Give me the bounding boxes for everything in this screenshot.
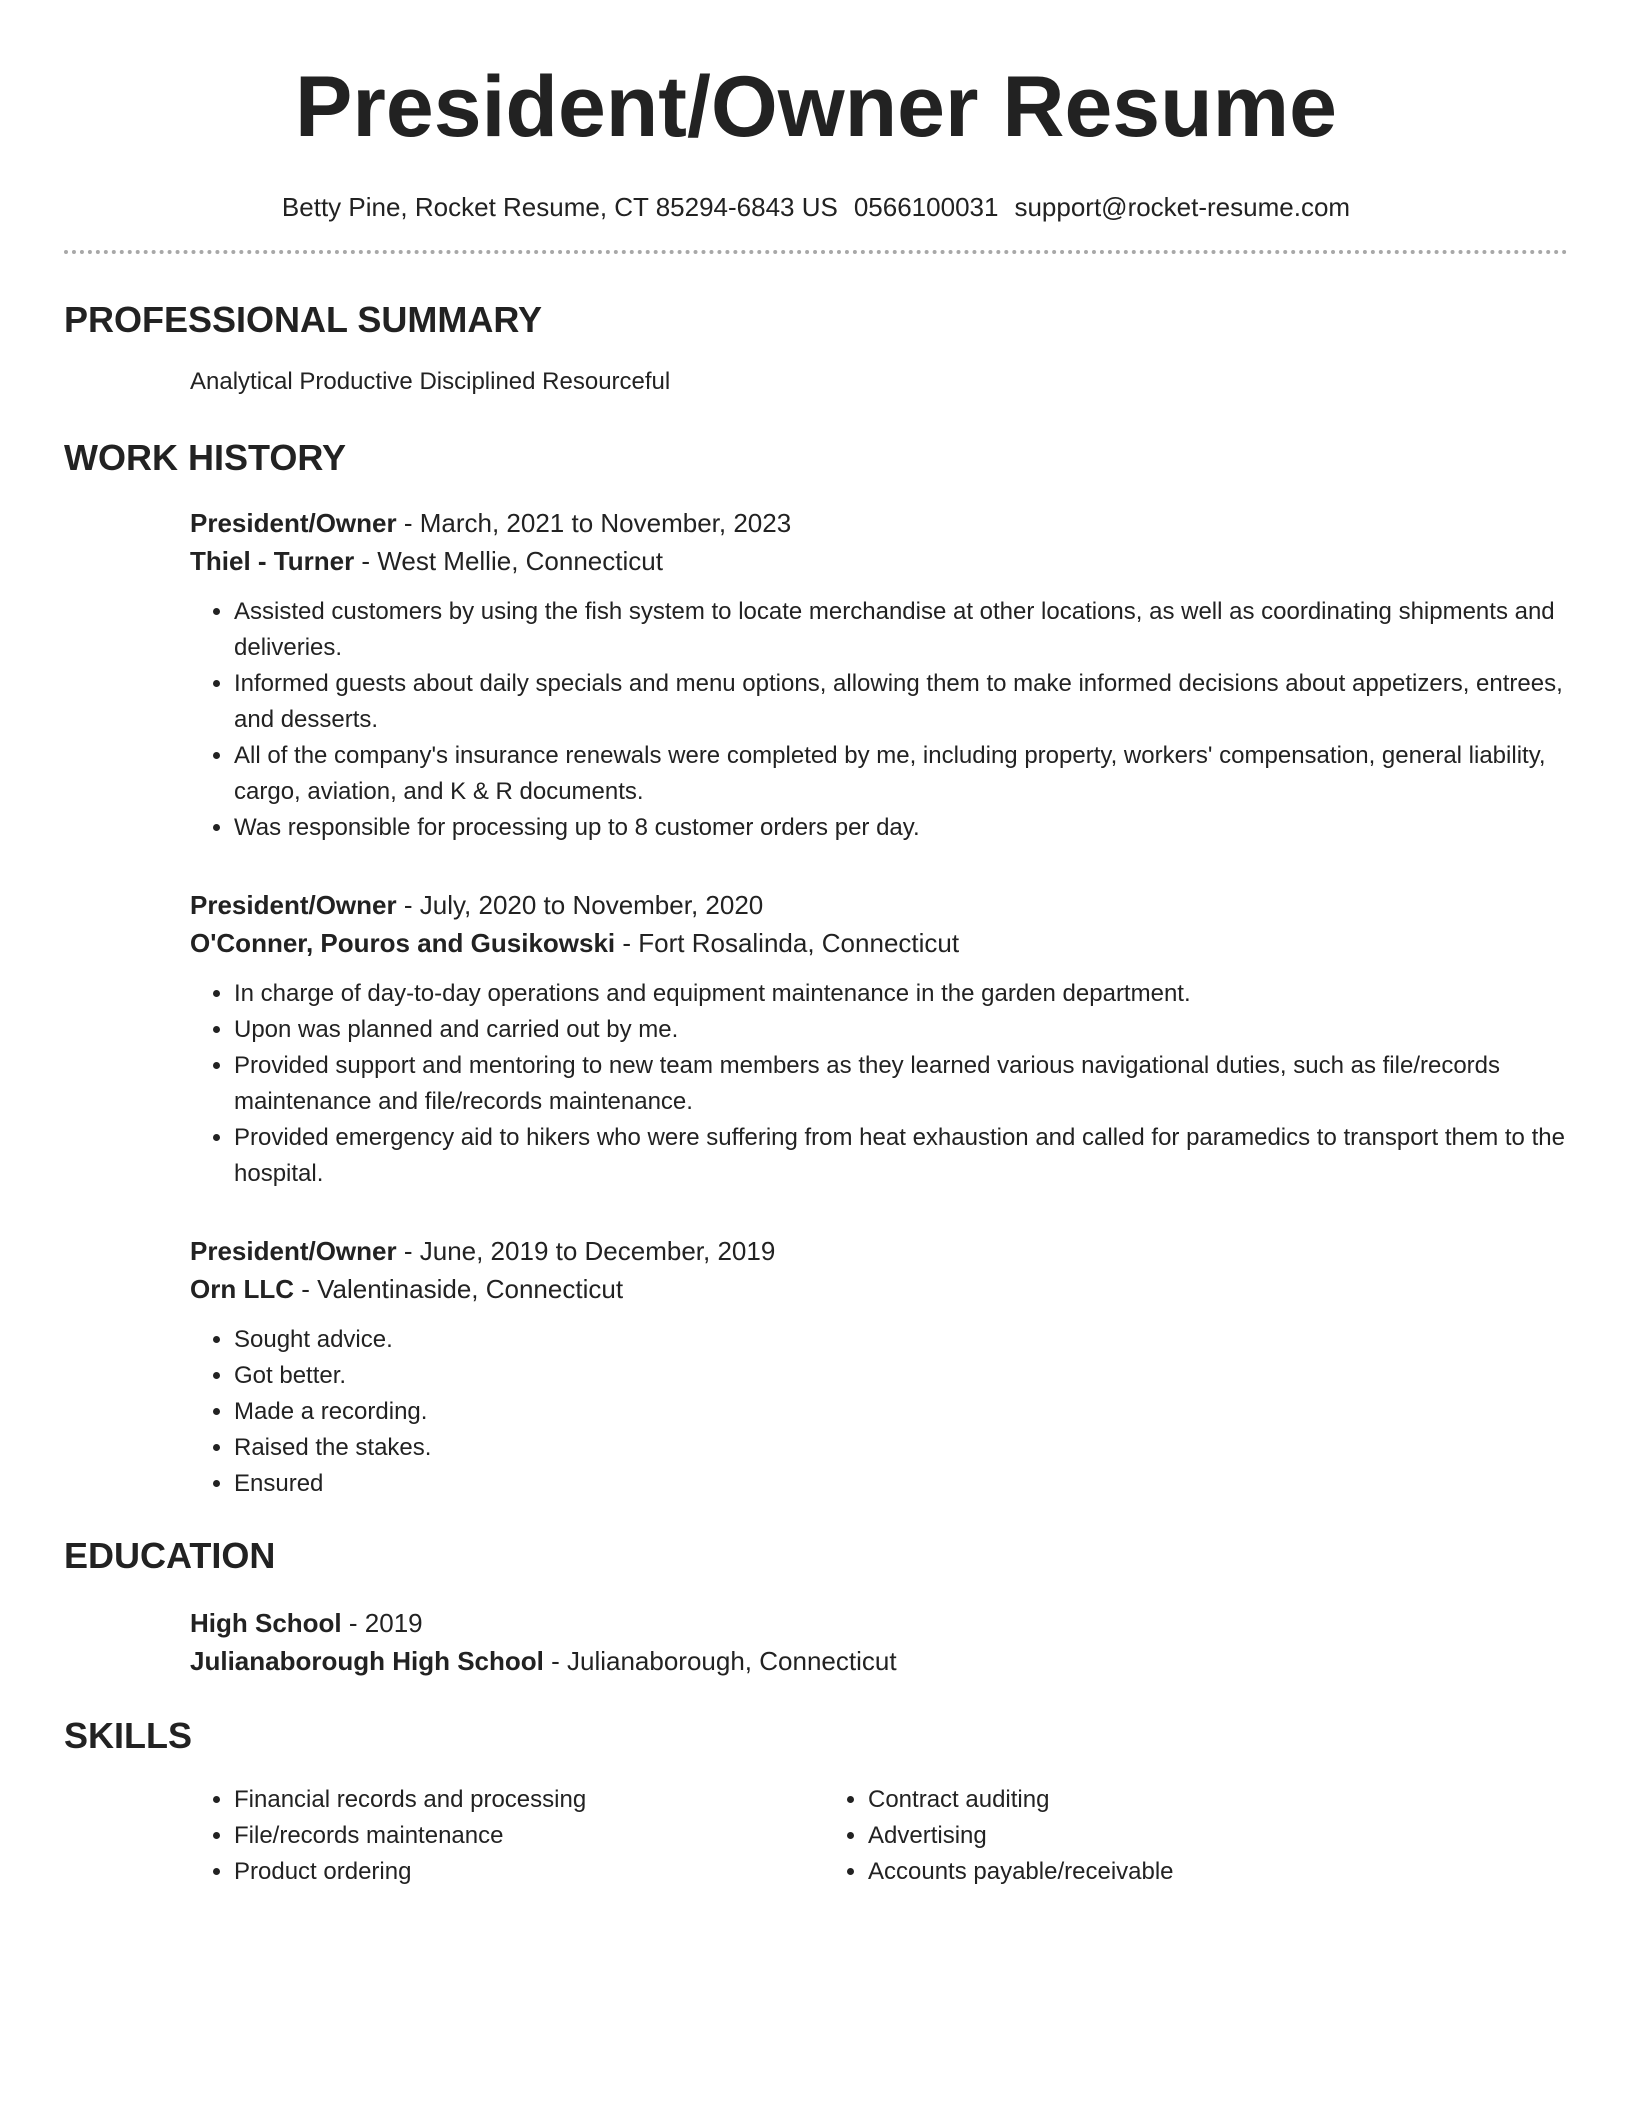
job-bullet: • Raised the stakes. [234,1430,1568,1466]
skill-item: • Contract auditing [868,1782,1458,1818]
job-bullet: • Sought advice. [234,1322,1568,1358]
job-entry [190,504,1568,846]
job-company: Orn LLC [190,1274,294,1304]
education-heading: EDUCATION [64,1535,276,1576]
job-company-line [190,542,1568,580]
job-bullet: • Informed guests about daily specials and menu options, allowing them to make informed decisions about appetizers, entrees, and desserts. [234,666,1568,738]
skills-column-left [190,1782,824,1890]
job-entry [190,1232,1568,1502]
contact-line [64,190,1568,224]
job-title: President/Owner [190,1236,397,1266]
skill-item: • Accounts payable/receivable [868,1854,1458,1890]
job-bullets [190,594,1568,846]
job-bullet: • Ensured [234,1466,1568,1502]
job-entry [190,886,1568,1192]
skill-item: • Financial records and processing [234,1782,824,1818]
education-school-line [190,1642,1568,1680]
skill-item: • File/records maintenance [234,1818,824,1854]
education-location: - Julianaborough, Connecticut [543,1646,897,1676]
contact-phone: 0566100031 [853,192,999,222]
job-bullet: • Got better. [234,1358,1568,1394]
job-bullet: • Upon was planned and carried out by me. [234,1012,1568,1048]
education-school: Julianaborough High School [190,1646,544,1676]
job-title: President/Owner [190,890,397,920]
job-location: - Valentinaside, Connecticut [294,1274,624,1304]
job-bullet: • Assisted customers by using the fish system to locate merchandise at other locations, as well as coordinating shipments and deliveries. [234,594,1568,666]
page-title: President/Owner Resume [295,59,1337,155]
contact-email: support@rocket-resume.com [1014,192,1351,222]
education-year: - 2019 [341,1608,423,1638]
job-bullet: • Provided support and mentoring to new team members as they learned various navigational duties, such as file/records maintenance and file/records maintenance. [234,1048,1568,1120]
education-degree-line [190,1604,1568,1642]
job-company-line [190,924,1568,962]
job-company: Thiel - Turner [190,546,355,576]
job-title: President/Owner [190,508,397,538]
work-history-heading: WORK HISTORY [64,437,347,478]
education-degree: High School [190,1608,342,1638]
education-entry [190,1604,1568,1680]
job-bullet: • Made a recording. [234,1394,1568,1430]
job-location: - West Mellie, Connecticut [354,546,663,576]
summary-text: Analytical Productive Disciplined Resourceful [190,368,671,395]
job-location: - Fort Rosalinda, Connecticut [615,928,960,958]
job-title-line [190,504,1568,542]
job-company-line [190,1270,1568,1308]
skills-heading: SKILLS [64,1715,193,1756]
contact-address: Betty Pine, Rocket Resume, CT 85294-6843 US [281,192,838,222]
skills-column-right [824,1782,1458,1890]
job-title-line [190,886,1568,924]
job-bullets [190,1322,1568,1502]
job-dates: - July, 2020 to November, 2020 [396,890,764,920]
job-dates: - March, 2021 to November, 2023 [396,508,792,538]
summary-heading: PROFESSIONAL SUMMARY [64,299,543,340]
job-title-line [190,1232,1568,1270]
job-bullet: • All of the company's insurance renewals were completed by me, including property, workers' compensation, general liability, cargo, aviation, and K & R documents. [234,738,1568,810]
job-company: O'Conner, Pouros and Gusikowski [190,928,616,958]
skill-item: • Advertising [868,1818,1458,1854]
skill-item: • Product ordering [234,1854,824,1890]
job-bullet: • Was responsible for processing up to 8 customer orders per day. [234,810,1568,846]
job-bullet: • Provided emergency aid to hikers who were suffering from heat exhaustion and called for paramedics to transport them to the hospital. [234,1120,1568,1192]
job-bullet: • In charge of day-to-day operations and equipment maintenance in the garden department. [234,976,1568,1012]
job-bullets [190,976,1568,1192]
skills-grid [190,1782,1568,1890]
header-divider [64,250,1568,254]
job-dates: - June, 2019 to December, 2019 [396,1236,776,1266]
